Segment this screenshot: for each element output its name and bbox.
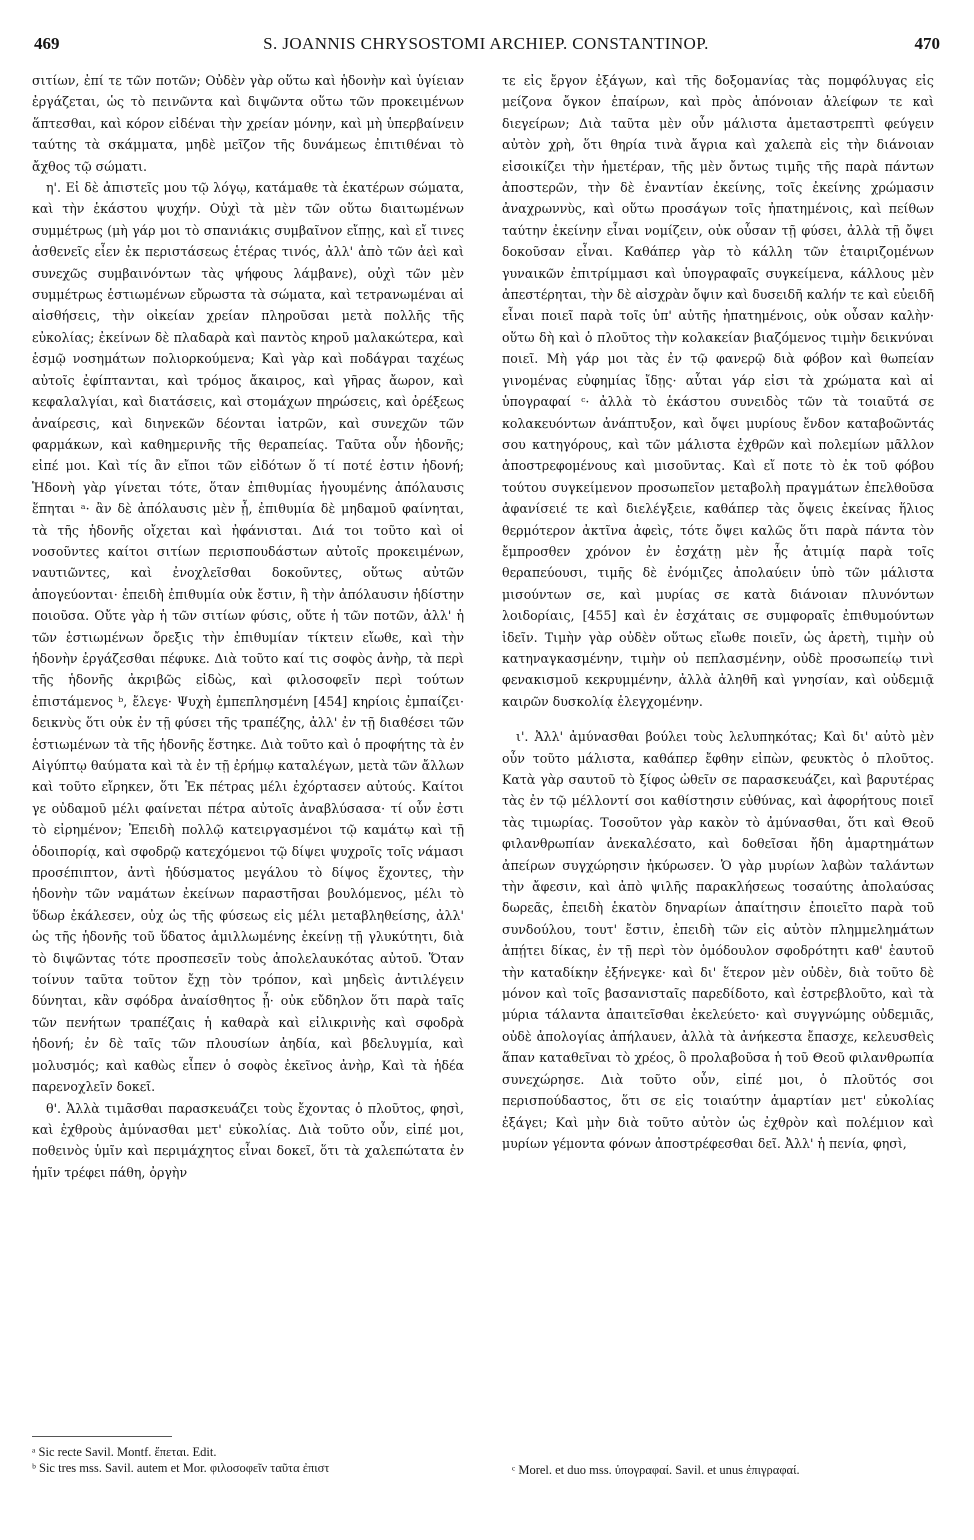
footnotes-right — [512, 1462, 944, 1478]
running-title: S. JOANNIS CHRYSOSTOMI ARCHIEP. CONSTANTINOP. — [263, 34, 709, 53]
footnote-divider-left — [32, 1436, 172, 1437]
running-header — [30, 34, 942, 58]
footnotes-left — [32, 1444, 464, 1476]
footnote-c: ᶜ Morel. et duo mss. ὑπογραφαί. Savil. et unus ἐπιγραφαί. — [512, 1463, 800, 1477]
footnote-a: ᵃ Sic recte Savil. Montf. ἕπεται. Edit. — [32, 1445, 217, 1459]
section-paragraph-10: ι'. Ἀλλ' ἀμύνασθαι βούλει τοὺς λελυπηκότας; Καὶ δι' αὐτὸ μὲν οὖν τοῦτο μάλιστα, καθάπερ ἔφθην εἰπὼν, φευκτὸς ὁ πλοῦτος. Κατὰ γὰρ σαυτοῦ τὸ ξίφος ὠθεῖν σε παρασκευάζει, καὶ βαρυτέρας τὰς ἐν τῷ μέλλοντί σοι καθίστησιν εὐθύνας, καὶ ἀφορήτους ποιεῖ τὰς τιμωρίας. Τοσοῦτον γὰρ κακὸν τὸ ἀμύνασθαι, ὅτι καὶ Θεοῦ φιλανθρωπίαν ἀνεκαλέσατο, καὶ δοθεῖσαι ἤδη ἁμαρτημάτων ἀπείρων συγχώρησιν ἠκύρωσεν. Ὁ γὰρ μυρίων λαβὼν ταλάντων τὴν ἄφεσιν, καὶ ἀπὸ ψιλῆς παρακλήσεως τοσαύτης ἀπολαύσας δωρεᾶς, ἐπειδὴ ἑκατὸν δηναρίων ἀπαίτησιν ἐποιεῖτο παρὰ τοῦ συνδούλου, τουτ' ἔστιν, ἐπειδὴ τῶν εἰς αὐτὸν πλημμελημάτων ἀπῄτει δίκας, ἐν τῇ περὶ τὸν ὁμόδουλον σφοδρότητι καθ' ἑαυτοῦ τὴν καταδίκην ἐξήνεγκε· καὶ δι' ἕτερον μὲν οὐδὲν, διὰ τοῦτο δὲ μόνον καὶ τοῖς βασανισταῖς παρεδίδοτο, καὶ ἐστρεβλοῦτο, καὶ τὰ μύρια τάλαντα ἀπαιτεῖσθαι ἐκελεύετο· καὶ συγγνώμης οὐδεμιᾶς, οὐδὲ ἀπολογίας ἀπήλαυεν, ἀλλὰ τὰ ἀνήκεστα ἔπασχε, κελευσθεὶς ἅπαν καταθεῖναι τὸ χρέος, ὃ προλαβοῦσα ἡ τοῦ Θεοῦ φιλανθρωπία συνεχώρησε. Διὰ τοῦτο οὖν, εἰπέ μοι, ὁ πλοῦτός σοι περισπούδαστος, ὅτι σε εἰς τοιαύτην ἁμαρτίαν μετ' εὐκολίας ἐξάγει; Καὶ μὴν διὰ τοῦτο αὐτὸν ὡς ἐχθρὸν καὶ πολέμιον καὶ μυρίων γέμοντα φόνων ἀποστρέφεσθαι δεῖ. Ἀλλ' ἡ πενία, φησὶ, — [502, 729, 934, 1151]
paragraph: τε εἰς ἔργον ἐξάγων, καὶ τῆς δοξομανίας τὰς πομφόλυγας εἰς μείζονα ὄγκον ἐπαίρων, καὶ πρὸς ἀπόνοιαν ἀλείφων τε καὶ διεγείρων; Διὰ ταῦτα μὲν οὖν μάλιστα ἀμεταστρεπτὶ φεύγειν αὐτὸν χρὴ, ὅτι θηρία τινὰ ἄγρια καὶ χαλεπὰ εἰς τὴν διάνοιαν εἰσοικίζει τὴν ἡμετέραν, τῆς μὲν ὄντως τιμῆς τῆς παρὰ πάντων ἀποστερῶν, τὴν δὲ ἐναντίαν ἐκείνης, τοῖς ἐκείνης χρώμασιν ἀναχρωννὺς, καὶ οὕτω προσάγων τοῖς ἠπατημένοις, καὶ πείθων ταύτην ἐκείνην εἶναι νομίζειν, οὐκ οὖσαν τῇ φύσει, ἀλλὰ τῇ ὄψει δοκοῦσαν εἶναι. Καθάπερ γὰρ τὸ κάλλη τῶν ἑταιριζομένων γυναικῶν ἐπιτρίμμασι καὶ ὑπογραφαῖς συγκείμενα, κάλλους μὲν ἀπεστέρηται, τὴν δὲ αἰσχρὰν ὄψιν καὶ δυσειδῆ καλήν τε καὶ εὐειδῆ εἶναι ποιεῖ παρὰ τοῖς ὑπ' αὐτῆς ἠπατημένοις, οὐκ οὖσαν καλὴν· οὕτω δὴ καὶ ὁ πλοῦτος τὴν κολακείαν βιαζόμενος τιμὴν δεικνύναι ποιεῖ. Μὴ γάρ μοι τὰς ἐν τῷ φανερῷ διὰ φόβον καὶ θωπείαν γινομένας εὐφημίας ἴδῃς· αὗται γάρ εἰσι τὰ χρώματα καὶ αἱ ὑπογραφαί ᶜ· ἀλλὰ τὸ ἑκάστου συνειδὸς τῶν τὰ τοιαῦτά σε κολακευόντων ἀνάπτυξον, καὶ ὄψει μυρίους ἔνδον καταβοῶντάς σου κατηγόρους, καὶ τῶν μάλιστα ἐχθρῶν καὶ πολεμίων μᾶλλον ἀποστρεφομένους καὶ μισοῦντας. Καὶ εἴ ποτε τὸ ἐκ τοῦ φόβου τούτου συγκείμενον προσωπεῖον μεταβολὴ πραγμάτων ἐπελθοῦσα ἀφανίσειέ τε καὶ διελέγξειε, καθάπερ τὰς ὄψεις ἐκείνας ἥλιος θερμότερον ἀκτῖνα ἀφεὶς, τότε ὄψει καλῶς ὅτι παρὰ πάντα τὸν ἔμπροσθεν χρόνον ἐν ἐσχάτῃ μὲν ἧς ἀτιμίᾳ παρὰ τοῖς θεραπεύουσι, τιμῆς δὲ ἐνόμιζες ἀπολαύειν ὑπὸ τῶν μάλιστα μισούντων σε, καὶ μυρίας σε κατὰ διάνοιαν πλυνόντων λοιδορίαις, [455] καὶ ἐν ἐσχάταις σε συμφοραῖς ἐπιθυμούντων ἰδεῖν. Τιμὴν γὰρ οὐδὲν οὕτως εἴωθε ποιεῖν, ὡς ἀρετὴ, τιμὴν οὐ κατηναγκασμένην, τιμὴν οὐ πεπλασμένην, οὐδὲ προσωπείῳ τινὶ φενακισμοῦ κεκρυμμένην, ἀλλὰ ἀληθῆ καὶ γνησίαν, καὶ οὐδεμιᾷ καιρῶν δυσκολίᾳ ἐλεγχομένην. — [502, 73, 934, 709]
footnote-b: ᵇ Sic tres mss. Savil. autem et Mor. φιλοσοφεῖν ταῦτα ἐπιστ — [32, 1461, 330, 1475]
page-number-right: 470 — [914, 34, 940, 53]
section-paragraph-8: η'. Εἰ δὲ ἀπιστεῖς μου τῷ λόγῳ, κατάμαθε τὰ ἑκατέρων σώματα, καὶ τὴν ἑκάστου ψυχήν. Οὐχὶ τὰ μὲν τῶν οὕτω διαιτωμένων συμμέτρως (μὴ γάρ μοι τὸ σπανιάκις συμβαῖνον εἴπῃς, καὶ εἴ τινες ἀσθενεῖς εἶεν ἐκ περιστάσεως ἑτέρας τινός, ἀλλ' ἀπὸ τῶν ἀεὶ καὶ συνεχῶς συμβαινόντων τὰς ψήφους λάμβανε), οὐχὶ τῶν μὲν συμμέτρως ἑστιωμένων εὔρωστα τὰ σώματα, καὶ τετρανωμέναι αἱ αἰσθήσεις, τὴν οἰκείαν χρείαν πληροῦσαι μετὰ πολλῆς τῆς εὐκολίας; ἐκείνων δὲ πλαδαρὰ καὶ παντὸς κηροῦ μαλακώτερα, καὶ ἑσμῷ νοσημάτων πολιορκούμενα; Καὶ γὰρ καὶ ποδάγραι ταχέως αὐτοῖς ἐφίπτανται, καὶ τρόμος ἄκαιρος, καὶ γῆρας ἄωρον, καὶ κεφαλαλγίαι, καὶ διατάσεις, καὶ στομάχων πηρώσεις, καὶ ὀρέξεως ἀναίρεσις, καὶ διηνεκῶν δέονται ἰατρῶν, καὶ συνεχῶν τῶν φαρμάκων, καὶ καθημερινῆς τῆς θεραπείας. Ταῦτα οὖν ἡδονῆς; εἰπέ μοι. Καὶ τίς ἂν εἴποι τῶν εἰδότων ὅ τί ποτέ ἐστιν ἡδονή; Ἡδονὴ γὰρ γίνεται τότε, ὅταν ἐπιθυμίας ἡγουμένης ἀπόλαυσις ἕπηται ᵃ· ἂν δὲ ἀπόλαυσις μὲν ᾖ, ἐπιθυμία δὲ μηδαμοῦ φαίνηται, τὰ τῆς ἡδονῆς οἴχεται καὶ ἠφάνισται. Διά τοι τοῦτο καὶ οἱ νοσοῦντες καίτοι σιτίων περισπουδάστων αὐτοῖς προκειμένων, ναυτιῶντες, καὶ ἐνοχλεῖσθαι δοκοῦντες, οὕτως αὐτῶν ἀπογεύονται· ἐπειδὴ ἐπιθυμία οὐκ ἔστιν, ἣ τὴν ἀπόλαυσιν ἡδίστην ποιοῦσα. Οὔτε γὰρ ἡ τῶν σιτίων φύσις, οὔτε ἡ τῶν ποτῶν, ἀλλ' ἡ τῶν ἑστιωμένων ὄρεξις τὴν ἐπιθυμίαν τίκτειν εἴωθε, καὶ τὴν ἡδονὴν ἐργάζεσθαι πέφυκε. Διὰ τοῦτο καί τις σοφὸς ἀνὴρ, τὰ περὶ τῆς ἡδονῆς ἀκριβῶς εἰδὼς, καὶ φιλοσοφεῖν περὶ τούτων ἐπιστάμενος ᵇ, ἔλεγε· Ψυχὴ ἐμπεπλησμένη [454] κηρίοις ἐμπαίζει· δεικνὺς ὅτι οὐκ ἐν τῇ φύσει τῆς τραπέζης, ἀλλ' ἐν τῇ διαθέσει τῶν ἑστιωμένων τὰ τῆς ἡδονῆς ἕστηκε. Διὰ τοῦτο καὶ ὁ προφήτης τὰ ἐν Αἰγύπτῳ θαύματα καὶ τὰ ἐν τῇ ἐρήμῳ καταλέγων, μετὰ τῶν ἄλλων καὶ τοῦτο εἴρηκεν, ὅτι Ἐκ πέτρας μέλι ἐχόρτασεν αὐτούς. Καίτοι γε οὐδαμοῦ μέλι φαίνεται πέτρα αὐτοῖς ἀναβλύσασα· τί οὖν ἐστι τὸ εἰρημένον; Ἐπειδὴ πολλῷ κατειργασμένοι τῷ καμάτῳ καὶ τῇ ὁδοιπορίᾳ, καὶ σφοδρῷ κατεχόμενοι τῷ δίψει ψυχροῖς τοῖς νάμασι προσέπιπτον, ἀντὶ ἡδύσματος μεγάλου τὸ δίψος ἔχοντες, τὴν ἡδονὴν τῶν ναμάτων ἐκείνων παραστῆσαι βουλόμενος, μέλι τὸ ὕδωρ ἐκάλεσεν, οὐχ ὡς τῆς φύσεως εἰς μέλι μεταβληθείσης, ἀλλ' ὡς τῆς ἡδονῆς τοῦ ὕδατος ἁμιλλωμένης ἐκείνῃ τῇ γλυκύτητι, διὰ τὸ διψῶντας τότε προσπεσεῖν τοὺς ἀπολελαυκότας αὐτοῦ. Ὅταν τοίνυν ταῦτα τοῦτον ἔχῃ τὸν τρόπον, καὶ μηδεὶς ἀντιλέγειν δύνηται, κἂν σφόδρα ἀναίσθητος ᾖ· οὐκ εὔδηλον ὅτι παρὰ ταῖς τῶν πενήτων τραπέζαις ἡ καθαρὰ καὶ εἰλικρινὴς καὶ σφοδρὰ ἡδονή; ἐν δὲ ταῖς τῶν πλουσίων ἀηδία, καὶ βδελυγμία, καὶ μολυσμός; καὶ καθὼς εἶπεν ὁ σοφὸς ἐκεῖνος ἀνὴρ, Καὶ τὰ ἡδέα παρενοχλεῖν δοκεῖ. — [32, 180, 464, 1095]
left-column — [32, 70, 464, 1430]
section-paragraph-9: θ'. Ἀλλὰ τιμᾶσθαι παρασκευάζει τοὺς ἔχοντας ὁ πλοῦτος, φησὶ, καὶ ἐχθροὺς ἀμύνασθαι μετ' εὐκολίας. Διὰ τοῦτο οὖν, εἰπέ μοι, ποθεινὸς ὑμῖν καὶ περιμάχητος εἶναι δοκεῖ, ὅτι τὰ χαλεπώτατα ἐν ἡμῖν τρέφει πάθη, ὀργὴν — [32, 1100, 464, 1180]
paragraph: σιτίων, ἐπί τε τῶν ποτῶν; Οὐδὲν γὰρ οὕτω καὶ ἡδονὴν καὶ ὑγίειαν ἐργάζεται, ὡς τὸ πεινῶντα καὶ διψῶντα οὕτω τῶν προκειμένων ἅπτεσθαι, καὶ κόρον εἰδέναι τὴν χρείαν μόνην, καὶ μὴ ὑπερβαίνειν ταύτης τὰ σκάμματα, μηδὲ μεῖζον τῆς δυνάμεως ἐπιτιθέναι τὸ ἄχθος τῷ σώματι. — [32, 73, 464, 174]
right-column — [502, 70, 934, 1430]
page-number-left: 469 — [34, 34, 60, 53]
